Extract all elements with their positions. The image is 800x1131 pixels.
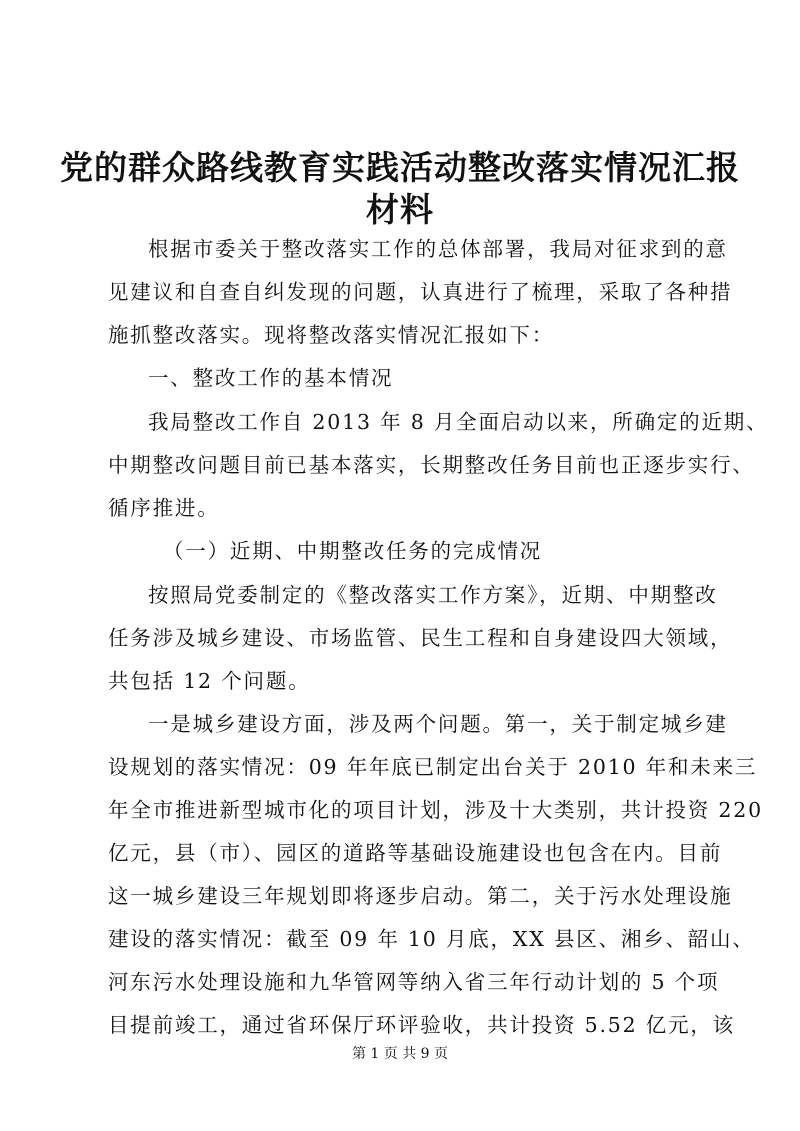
subsection-heading: （一）近期、中期整改任务的完成情况: [163, 539, 543, 563]
page-number-footer: 第 1 页 共 9 页: [351, 1046, 449, 1062]
document-title-line-2: 材料: [366, 190, 434, 229]
paragraph-line: 这一城乡建设三年规划即将逐步启动。第二，关于污水处理设施: [108, 884, 733, 908]
paragraph-line: 设规划的落实情况：09 年年底已制定出台关于 2010 年和未来三: [108, 755, 758, 779]
paragraph-line: 根据市委关于整改落实工作的总体部署，我局对征求到的意: [148, 237, 728, 261]
section-heading: 一、整改工作的基本情况: [148, 366, 394, 390]
document-title-line-1: 党的群众路线教育实践活动整改落实情况汇报: [60, 148, 740, 187]
paragraph-line: 共包括 12 个问题。: [108, 669, 311, 693]
paragraph-line: 循序推进。: [108, 496, 220, 520]
paragraph-line: 我局整改工作自 2013 年 8 月全面启动以来，所确定的近期、: [148, 410, 769, 434]
paragraph-line: 建设的落实情况：截至 09 年 10 月底，XX 县区、湘乡、韶山、: [108, 927, 755, 951]
paragraph-line: 按照局党委制定的《整改落实工作方案》，近期、中期整改: [148, 583, 718, 607]
paragraph-line: 见建议和自查自纠发现的问题，认真进行了梳理，采取了各种措: [108, 280, 733, 304]
paragraph-line: 中期整改问题目前已基本落实，长期整改任务目前也正逐步实行、: [108, 453, 755, 477]
paragraph-line: 年全市推进新型城市化的项目计划，涉及十大类别，共计投资 220: [108, 798, 763, 822]
paragraph-line: 目提前竣工，通过省环保厅环评验收，共计投资 5.52 亿元，该: [108, 1013, 735, 1037]
paragraph-line: 一是城乡建设方面，涉及两个问题。第一，关于制定城乡建: [148, 712, 728, 736]
paragraph-line: 施抓整改落实。现将整改落实情况汇报如下：: [108, 323, 554, 347]
paragraph-line: 任务涉及城乡建设、市场监管、民生工程和自身建设四大领域，: [108, 626, 733, 650]
paragraph-line: 河东污水处理设施和九华管网等纳入省三年行动计划的 5 个项: [108, 970, 720, 994]
paragraph-line: 亿元，县（市）、园区的道路等基础设施建设也包含在内。目前: [108, 841, 723, 865]
